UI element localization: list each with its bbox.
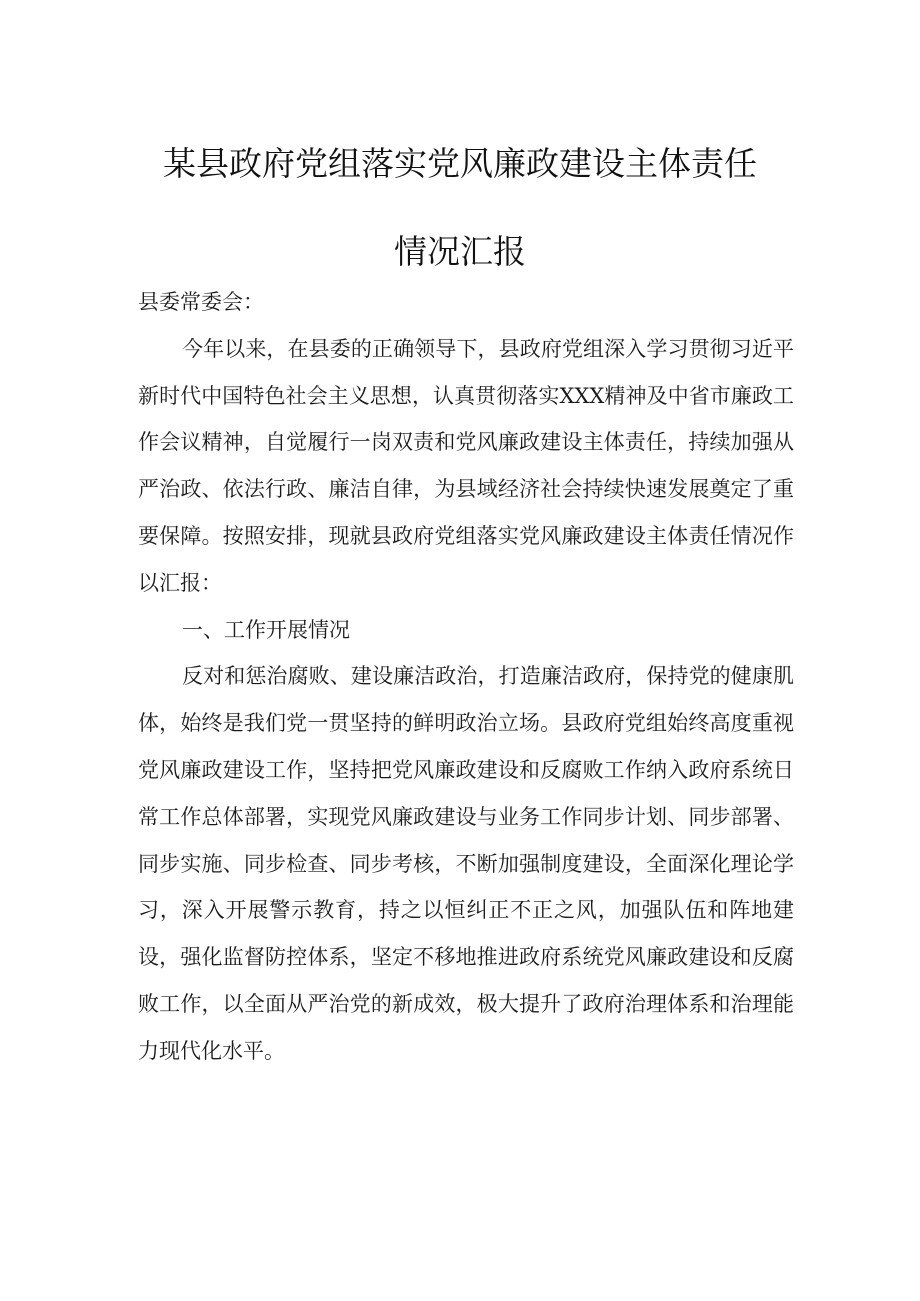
salutation: 县委常委会：: [138, 290, 264, 314]
paragraph-section-1: 反对和惩治腐败、建设廉洁政治，打造廉洁政府，保持党的健康肌体，始终是我们党一贯坚持的鲜明政治立场。县政府党组始终高度重视党风廉政建设工作，坚持把党风廉政建设和反腐败工作纳入政府系统日常工作总体部署，实现党风廉政建设与业务工作同步计划、同步部署、同步实施、同步检查、同步考核，不断加强制度建设，全面深化理论学习，深入开展警示教育，持之以恒纠正不正之风，加强队伍和阵地建设，强化监督防控体系，坚定不移地推进政府系统党风廉政建设和反腐败工作，以全面从严治党的新成效，极大提升了政府治理体系和治理能力现代化水平。: [138, 664, 794, 1063]
document-body: [138, 279, 794, 1075]
paragraph-intro: 今年以来，在县委的正确领导下，县政府党组深入学习贯彻习近平新时代中国特色社会主义思想，认真贯彻落实XXX精神及中省市廉政工作会议精神，自觉履行一岗双责和党风廉政建设主体责任，持续加强从严治政、依法行政、廉洁自律，为县域经济社会持续快速发展奠定了重要保障。按照安排，现就县政府党组落实党风廉政建设主体责任情况作以汇报：: [138, 336, 794, 595]
section-heading-1: 一、工作开展情况: [182, 617, 350, 642]
document-title-line-1: 某县政府党组落实党风廉政建设主体责任: [163, 144, 757, 183]
document-title-line-2: 情况汇报: [394, 232, 526, 271]
